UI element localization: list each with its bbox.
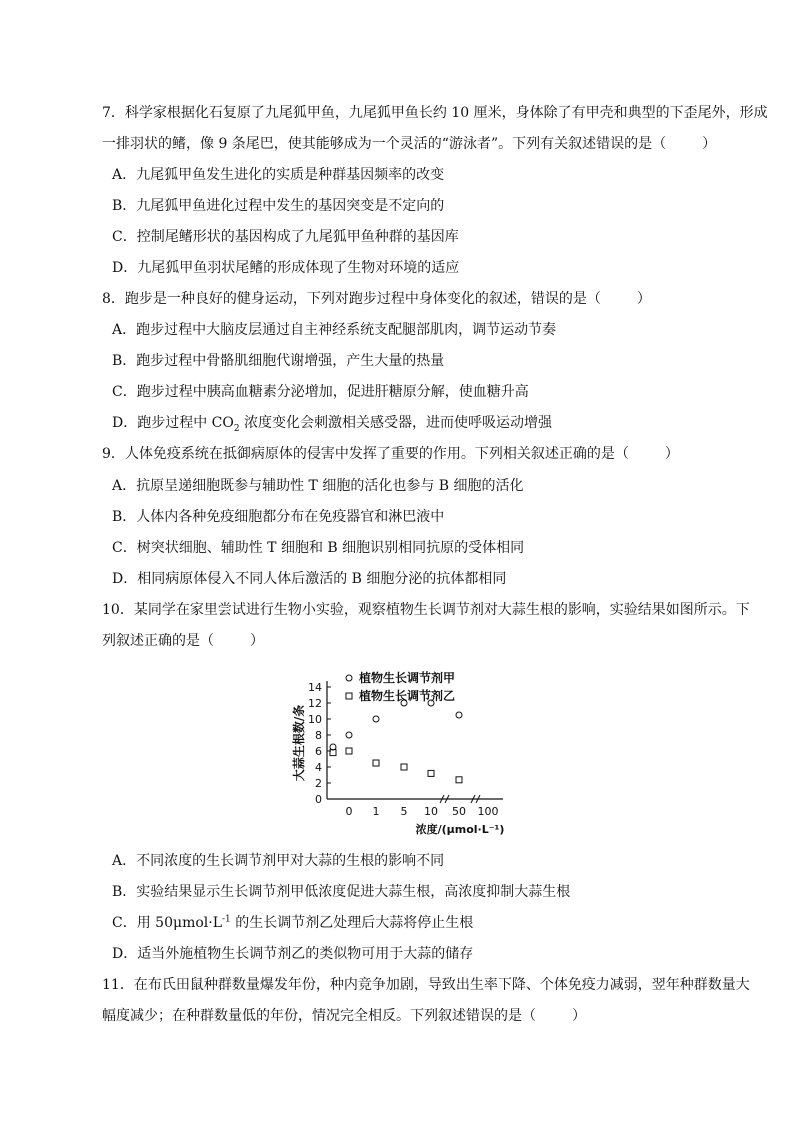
- y-tick-label: 12: [308, 697, 322, 710]
- y-tick-label: 2: [315, 777, 322, 790]
- q9-option-b: B．人体内各种免疫细胞都分布在免疫器官和淋巴液中: [112, 509, 445, 525]
- y-tick-label: 4: [315, 761, 322, 774]
- legend-label: 植物生长调节剂甲: [359, 671, 456, 685]
- y-tick-label: 14: [308, 681, 322, 694]
- q9-option-d: D．相同病原体侵入不同人体后激活的 B 细胞分泌的抗体都相同: [112, 571, 507, 587]
- q7-stem-line1: 7．科学家根据化石复原了九尾狐甲鱼，九尾狐甲鱼长约 10 厘米，身体除了有甲壳和典型的下歪尾外，形成: [102, 105, 768, 121]
- q7-stem-line2: [102, 134, 716, 154]
- q7-option-a: A．九尾狐甲鱼发生进化的实质是种群基因频率的改变: [112, 167, 445, 183]
- y-tick-label: 6: [315, 745, 322, 758]
- data-point-circle: [346, 732, 352, 738]
- data-point-square: [346, 748, 352, 754]
- x-tick-label: 100: [477, 805, 499, 818]
- q7-option-b: B．九尾狐甲鱼进化过程中发生的基因突变是不定向的: [112, 198, 445, 214]
- q8-option-b: B．跑步过程中骨骼肌细胞代谢增强，产生大量的热量: [112, 353, 445, 369]
- q10-option-b: B．实验结果显示生长调节剂甲低浓度促进大蒜生根，高浓度抑制大蒜生根: [112, 884, 571, 900]
- x-tick-label: 10: [424, 805, 438, 818]
- q8-close-paren: ）: [636, 291, 651, 307]
- q8-stem: [102, 289, 651, 309]
- x-axis-label: 浓度/(μmol·L⁻¹): [415, 823, 505, 836]
- legend-label: 植物生长调节剂乙: [359, 689, 456, 703]
- q10-option-c-pre: C．用 50μmol·L: [112, 915, 223, 931]
- q8-option-a: A．跑步过程中大脑皮层通过自主神经系统支配腿部肌肉，调节运动节奏: [112, 322, 557, 338]
- y-tick-label: 0: [315, 793, 322, 806]
- q7-option-d: D．九尾狐甲鱼羽状尾鳍的形成体现了生物对环境的适应: [112, 260, 460, 276]
- root-count-chart: [275, 660, 515, 840]
- q10-option-d: D．适当外施植物生长调节剂乙的类似物可用于大蒜的储存: [112, 946, 474, 962]
- legend-marker-square: [346, 693, 352, 699]
- q8-option-d-sub: 2: [233, 423, 240, 434]
- q9-stem-text: 9．人体免疫系统在抵御病原体的侵害中发挥了重要的作用。下列相关叙述正确的是（: [102, 446, 629, 462]
- q10-option-c-sup: -1: [222, 914, 231, 925]
- q9-option-c: C．树突状细胞、辅助性 T 细胞和 B 细胞识别相同抗原的受体相同: [112, 540, 525, 556]
- q8-option-d-post: 浓度变化会刺激相关感受器，进而使呼吸运动增强: [239, 415, 553, 431]
- q11-stem-line1: 11．在布氏田鼠种群数量爆发年份，种内竞争加剧，导致出生率下降、个体免疫力减弱，翌年种群数量大: [102, 977, 750, 993]
- data-point-circle: [456, 712, 462, 718]
- y-axis-label: 大蒜生根数/条: [292, 704, 306, 782]
- q10-close-paren: ）: [250, 633, 264, 649]
- q10-option-c-post: 的生长调节剂乙处理后大蒜将停止生根: [230, 915, 474, 931]
- q10-option-a: A．不同浓度的生长调节剂甲对大蒜的生根的影响不同: [112, 853, 445, 869]
- q7-close-paren: ）: [702, 136, 717, 152]
- data-point-square: [401, 764, 407, 770]
- data-point-control-circle: [330, 744, 336, 750]
- q11-stem-line2: [102, 1006, 586, 1026]
- q8-option-c: C．跑步过程中胰高血糖素分泌增加，促进肝糖原分解，使血糖升高: [112, 384, 529, 400]
- q10-stem-line1: 10．某同学在家里尝试进行生物小实验，观察植物生长调节剂对大蒜生根的影响，实验结果如图所示。下: [102, 602, 750, 618]
- q7-option-c: C．控制尾鳍形状的基因构成了九尾狐甲鱼种群的基因库: [112, 229, 459, 245]
- y-tick-label: 10: [308, 713, 322, 726]
- q10-stem-text: 列叙述正确的是（: [102, 633, 214, 649]
- data-point-circle: [373, 716, 379, 722]
- q10-stem-line2: [102, 631, 264, 651]
- legend-marker-circle: [346, 675, 352, 681]
- q11-close-paren: ）: [572, 1008, 586, 1024]
- q9-close-paren: ）: [664, 446, 679, 462]
- y-tick-label: 8: [315, 729, 322, 742]
- q8-option-d: [112, 413, 552, 433]
- x-tick-label: 1: [372, 805, 380, 818]
- q7-stem-text: 一排羽状的鳍，像 9 条尾巴，使其能够成为一个灵活的“游泳者”。下列有关叙述错误的是（: [102, 136, 667, 152]
- x-tick-label: 50: [452, 805, 466, 818]
- q8-stem-text: 8．跑步是一种良好的健身运动，下列对跑步过程中身体变化的叙述，错误的是（: [102, 291, 601, 307]
- x-tick-label: 0: [345, 805, 353, 818]
- q10-option-c: [112, 913, 473, 933]
- data-point-square: [373, 760, 379, 766]
- q8-option-d-pre: D．跑步过程中 CO: [112, 415, 234, 431]
- q9-stem: [102, 444, 679, 464]
- q11-stem-text: 幅度减少；在种群数量低的年份，情况完全相反。下列叙述错误的是（: [102, 1008, 536, 1024]
- q9-option-a: A．抗原呈递细胞既参与辅助性 T 细胞的活化也参与 B 细胞的活化: [112, 478, 524, 494]
- data-point-square: [456, 777, 462, 783]
- x-tick-label: 5: [400, 805, 408, 818]
- data-point-square: [428, 770, 434, 776]
